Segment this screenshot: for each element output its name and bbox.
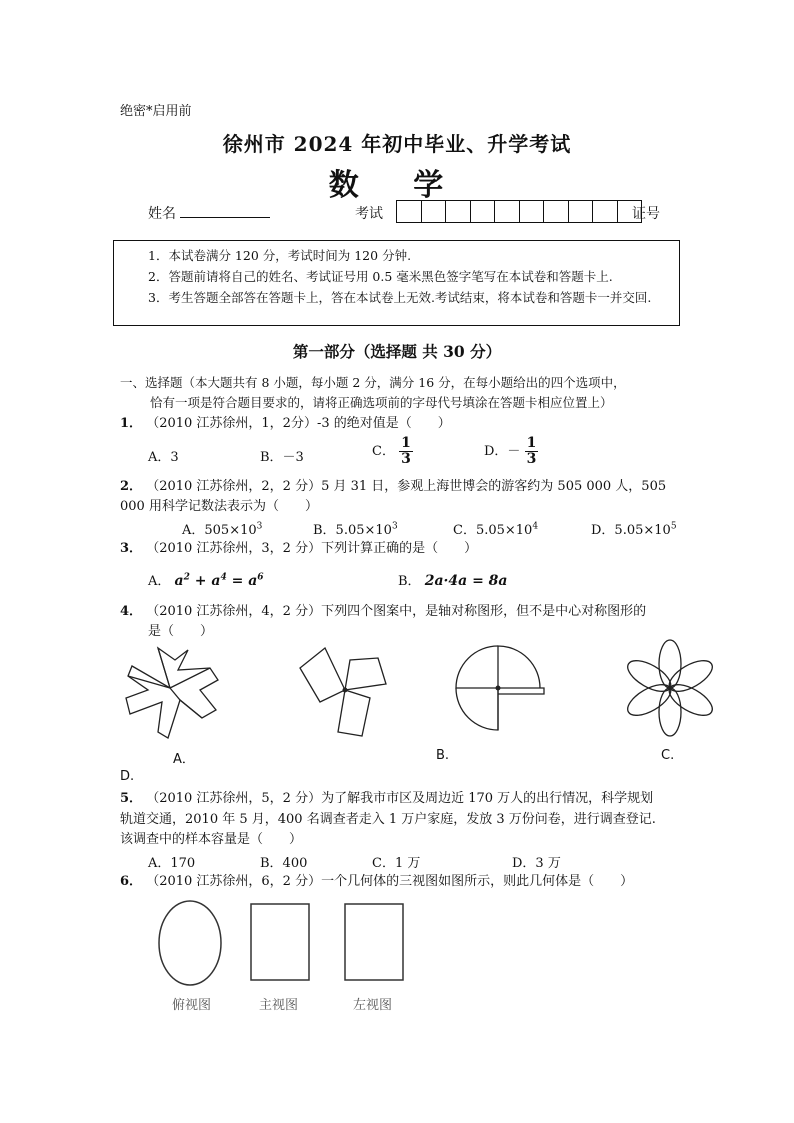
q2-option-b[interactable]: B．$5.05\times 10^3$: [313, 521, 398, 538]
id-box[interactable]: [494, 200, 520, 223]
q5-option-d[interactable]: D．3 万: [512, 856, 561, 871]
question-text: （2010 江苏徐州，2，2 分）5 月 31 日，参观上海世博会的游客约为 505 000 人，505: [146, 479, 667, 494]
section-heading: [120, 373, 680, 413]
instruction-item: 3．考生答题全部答在答题卡上，答在本试卷上无效.考试结束，将本试卷和答题卡一并交回.: [148, 290, 652, 305]
question-3: [120, 539, 477, 559]
id-box[interactable]: [421, 200, 447, 223]
question-text: （2010 江苏徐州，5，2 分）为了解我市市区及周边近 170 万人的出行情况，科学规划: [146, 791, 654, 806]
id-box[interactable]: [592, 200, 618, 223]
part-title: 第一部分（选择题 共 30 分）: [292, 342, 502, 361]
side-view-label: 左视图: [353, 998, 393, 1013]
instructions-box: [113, 240, 680, 326]
exam-id-label: 考试: [355, 206, 383, 222]
question-text: （2010 江苏徐州，4，2 分）下列四个图案中，是轴对称图形，但不是中心对称图形的: [146, 604, 647, 619]
figure-c-label[interactable]: C.: [661, 748, 675, 763]
figure-d-label[interactable]: D.: [120, 769, 135, 784]
question-5-cont: 轨道交通，2010 年 5 月，400 名调查者走入 1 万户家庭，发放 3 万份问卷，进行调查登记.: [120, 812, 656, 827]
question-5-cont: 该调查中的样本容量是（ ）: [120, 832, 303, 847]
question-number: 4．: [120, 604, 143, 619]
side-view-figure: [343, 902, 407, 982]
front-view-label: 主视图: [259, 998, 299, 1013]
question-2: [120, 477, 680, 497]
q5-option-b[interactable]: B．400: [260, 856, 308, 871]
question-text: （2010 江苏徐州，6，2 分）一个几何体的三视图如图所示，则此几何体是（ ）: [146, 874, 634, 889]
fraction: $\frac{1}{3}$: [526, 435, 537, 467]
section-heading-line2: 恰有一项是符合题目要求的，请将正确选项前的字母代号填涂在答题卡相应位置上）: [150, 395, 613, 410]
question-text: （2010 江苏徐州，3，2 分）下列计算正确的是（ ）: [146, 541, 478, 556]
top-view-figure: [155, 898, 225, 988]
option-label: C．: [372, 444, 395, 459]
question-2-cont: 000 用科学记数法表示为（ ）: [120, 499, 318, 514]
question-number: 5．: [120, 791, 143, 806]
id-box[interactable]: [519, 200, 545, 223]
option-label: D．－: [484, 444, 521, 459]
confidential-mark: 绝密*启用前: [120, 104, 192, 119]
id-number-label: 证号: [632, 206, 660, 222]
id-box[interactable]: [445, 200, 471, 223]
front-view-figure: [249, 902, 313, 982]
id-box[interactable]: [470, 200, 496, 223]
id-box[interactable]: [543, 200, 569, 223]
question-number: 3．: [120, 541, 143, 556]
q3-option-b[interactable]: B． 2a·4a = 8a: [398, 573, 508, 589]
question-1: [120, 414, 451, 434]
id-box[interactable]: [568, 200, 594, 223]
q5-option-c[interactable]: C．1 万: [372, 856, 421, 871]
question-4-cont: 是（ ）: [148, 624, 214, 639]
question-number: 2．: [120, 479, 143, 494]
subject-title: 数 学: [328, 168, 466, 203]
question-number: 6．: [120, 874, 143, 889]
q5-option-a[interactable]: A．170: [148, 856, 196, 871]
question-6: [120, 872, 633, 892]
question-5: [120, 789, 680, 809]
section-heading-line1: 一、选择题（本大题共有 8 小题，每小题 2 分，满分 16 分，在每小题给出的四个选项中，: [120, 375, 626, 390]
q3-option-a[interactable]: A． $a^2 + a^4 = a^6$: [148, 572, 264, 589]
instruction-item: 1．本试卷满分 120 分，考试时间为 120 分钟.: [148, 248, 412, 263]
instruction-item: 2．答题前请将自己的姓名、考试证号用 0.5 毫米黑色签字笔写在本试卷和答题卡上.: [148, 269, 613, 284]
fraction: $\frac{1}{3}$: [401, 435, 411, 467]
exam-id-boxes[interactable]: [397, 200, 642, 223]
q1-option-c[interactable]: [372, 436, 413, 467]
q1-option-d[interactable]: [484, 436, 538, 467]
q2-option-c[interactable]: C．$5.05\times 10^4$: [453, 521, 539, 538]
top-view-label: 俯视图: [172, 998, 212, 1013]
figure-a-label[interactable]: A．: [173, 752, 195, 767]
exam-title: 徐州市 2024 年初中毕业、升学考试: [222, 132, 572, 156]
id-box[interactable]: [396, 200, 422, 223]
q1-option-a[interactable]: A．3: [148, 450, 179, 465]
question-4: [120, 602, 680, 622]
question-text: （2010 江苏徐州，1，2分）-3 的绝对值是（ ）: [146, 416, 451, 431]
q1-option-b[interactable]: B．－3: [260, 450, 304, 465]
figure-a-pattern: [120, 640, 220, 740]
figure-c-pattern: [452, 640, 552, 740]
figure-d-pattern: [622, 640, 718, 736]
question-number: 1．: [120, 416, 143, 431]
name-field[interactable]: [180, 217, 270, 218]
name-label: 姓名: [148, 206, 176, 222]
figure-b-pattern: [290, 640, 400, 740]
figure-b-label[interactable]: B.: [436, 748, 450, 763]
q2-option-a[interactable]: A．$505\times 10^3$: [182, 521, 263, 538]
q2-option-d[interactable]: D．$5.05\times 10^5$: [591, 521, 677, 538]
